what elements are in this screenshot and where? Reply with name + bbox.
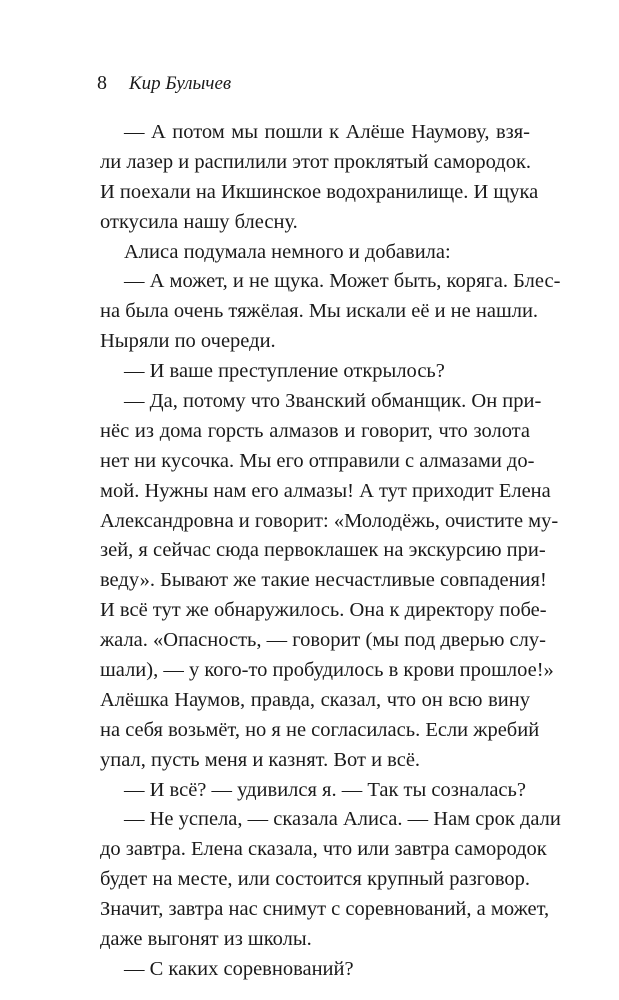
text-line: откусила нашу блесну. xyxy=(100,210,298,233)
book-text xyxy=(100,118,561,985)
text-line: И всё тут же обнаружилось. Она к директору побе- xyxy=(100,599,547,622)
text-line: веду». Бывают же такие несчастливые совпадения! xyxy=(100,569,547,592)
text-line: — А может, и не щука. Может быть, коряга. Блес- xyxy=(124,270,561,293)
text-line: нёс из дома горсть алмазов и говорит, что золота xyxy=(100,419,530,442)
text-line: будет на месте, или состоится крупный разговор. xyxy=(100,868,530,891)
text-line: ли лазер и распилили этот проклятый самородок. xyxy=(100,150,532,173)
text-line: даже выгонят из школы. xyxy=(100,928,312,951)
text-line: жала. «Опасность, — говорит (мы под дверью слу- xyxy=(100,629,546,652)
text-line: упал, пусть меня и казнят. Вот и всё. xyxy=(100,748,421,771)
text-line: Алиса подумала немного и добавила: xyxy=(124,240,451,263)
text-line: Александровна и говорит: «Молодёжь, очистите му- xyxy=(100,509,559,532)
text-line: Ныряли по очереди. xyxy=(100,330,276,353)
text-line: — Не успела, — сказала Алиса. — Нам срок дали xyxy=(124,808,561,831)
text-line: — И всё? — удивился я. — Так ты созналась? xyxy=(124,778,526,801)
text-line: — И ваше преступление открылось? xyxy=(124,360,445,383)
text-line: — С каких соревнований? xyxy=(124,957,354,980)
text-line: нет ни кусочка. Мы его отправили с алмазами до- xyxy=(100,449,535,472)
text-line: на себя возьмёт, но я не согласилась. Если жребий xyxy=(100,718,540,741)
text-line: Значит, завтра нас снимут с соревнований, а может, xyxy=(100,898,550,921)
text-line: зей, я сейчас сюда первоклашек на экскурсию при- xyxy=(100,539,546,562)
text-line: мой. Нужны нам его алмазы! А тут приходит Елена xyxy=(100,479,551,502)
text-line: Алёшка Наумов, правда, сказал, что он всю вину xyxy=(100,688,530,711)
text-line: И поехали на Икшинское водохранилище. И щука xyxy=(100,180,539,203)
page-header xyxy=(97,72,231,100)
text-line: — А потом мы пошли к Алёше Наумову, взя- xyxy=(124,121,530,143)
page-number: 8 xyxy=(97,72,107,94)
text-line: шали), — у кого-то пробудилось в крови прошлое!» xyxy=(100,659,554,682)
text-line: на была очень тяжёлая. Мы искали её и не нашли. xyxy=(100,300,539,323)
running-title: Кир Булычев xyxy=(129,73,232,94)
text-line: до завтра. Елена сказала, что или завтра самородок xyxy=(100,838,547,861)
text-line: — Да, потому что Званский обманщик. Он при- xyxy=(124,390,542,413)
